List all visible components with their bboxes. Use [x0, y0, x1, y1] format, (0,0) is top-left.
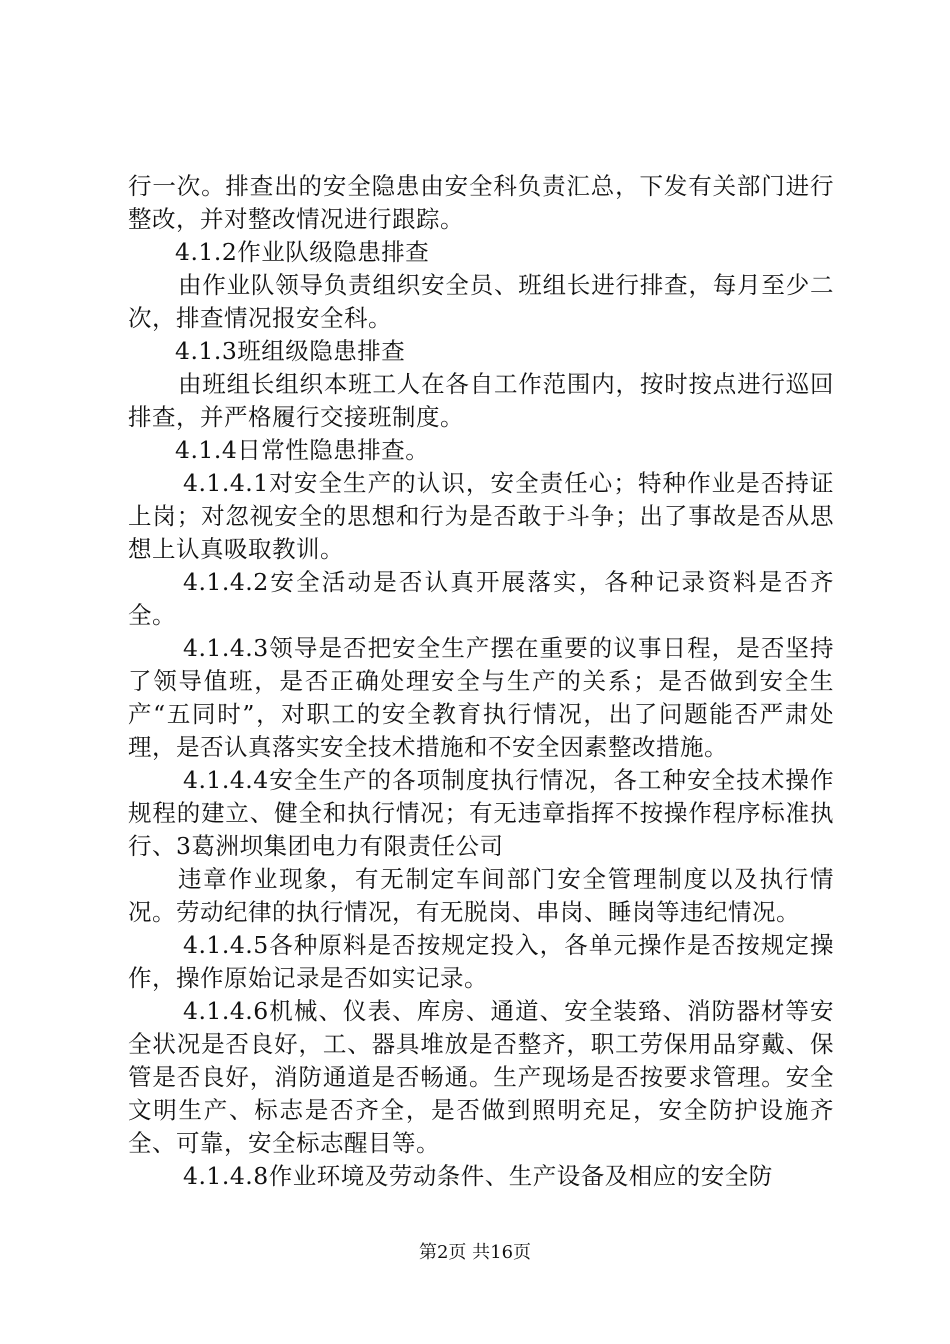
item-4-1-4-5: 4.1.4.5各种原料是否按规定投入，各单元操作是否按规定操作，操作原始记录是否如实记录。	[128, 931, 834, 992]
section-heading-4-1-2: 4.1.2作业队级隐患排查	[175, 238, 430, 266]
paragraph-team-check: 由作业队领导负责组织安全员、班组长进行排查，每月至少二次，排查情况报安全科。	[128, 271, 834, 332]
item-4-1-4-3: 4.1.4.3领导是否把安全生产摆在重要的议事日程，是否坚持了领导值班，是否正确处理安全与生产的关系；是否做到安全生产“五同时”，对职工的安全教育执行情况，出了问题能否严肃处理，是否认真落实安全技术措施和不安全因素整改措施。	[128, 634, 834, 761]
paragraph-group-check: 由班组长组织本班工人在各自工作范围内，按时按点进行巡回排查，并严格履行交接班制度。	[128, 370, 834, 431]
item-4-1-4-6: 4.1.4.6机械、仪表、库房、通道、安全装臵、消防器材等安全状况是否良好，工、器具堆放是否整齐，职工劳保用品穿戴、保管是否良好，消防通道是否畅通。生产现场是否按要求管理。安全文明生产、标志是否齐全，是否做到照明充足，安全防护设施齐全、可靠，安全标志醒目等。	[128, 997, 834, 1157]
item-4-1-4-8: 4.1.4.8作业环境及劳动条件、生产设备及相应的安全防	[183, 1162, 773, 1190]
item-4-1-4-2: 4.1.4.2安全活动是否认真开展落实，各种记录资料是否齐全。	[128, 568, 834, 629]
section-heading-4-1-4: 4.1.4日常性隐患排查。	[175, 436, 430, 464]
paragraph-violation: 违章作业现象，有无制定车间部门安全管理制度以及执行情况。劳动纪律的执行情况，有无脱岗、串岗、睡岗等违纪情况。	[128, 865, 834, 926]
item-4-1-4-1: 4.1.4.1对安全生产的认识，安全责任心；特种作业是否持证上岗；对忽视安全的思想和行为是否敢于斗争；出了事故是否从思想上认真吸取教训。	[128, 469, 834, 563]
section-heading-4-1-3: 4.1.3班组级隐患排查	[175, 337, 406, 365]
document-body	[128, 170, 834, 1193]
item-4-1-4-4: 4.1.4.4安全生产的各项制度执行情况，各工种安全技术操作规程的建立、健全和执行情况；有无违章指挥不按操作程序标准执行、3葛洲坝集团电力有限责任公司	[128, 766, 834, 860]
paragraph-continuation: 行一次。排查出的安全隐患由安全科负责汇总，下发有关部门进行整改，并对整改情况进行跟踪。	[128, 172, 834, 233]
page-number: 第2页 共16页	[418, 1242, 532, 1263]
